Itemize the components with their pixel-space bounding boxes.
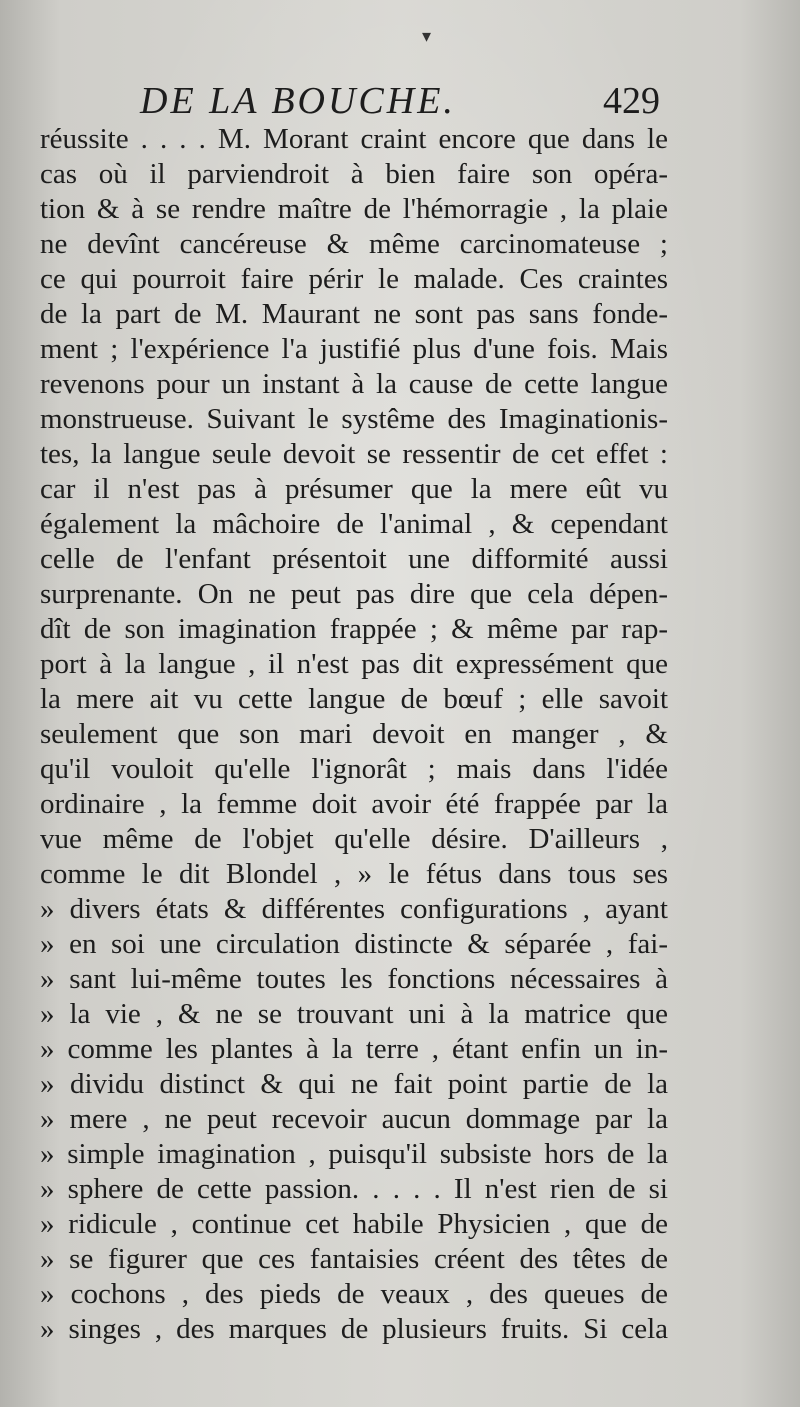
text-line: » en soi une circulation distincte & séparée , fai- [40, 928, 668, 960]
text-line: ment ; l'expérience l'a justifié plus d'une fois. Mais [40, 333, 668, 365]
text-line: ordinaire , la femme doit avoir été frappée par la [40, 788, 668, 820]
text-line: revenons pour un instant à la cause de cette langue [40, 368, 668, 400]
text-line: » se figurer que ces fantaisies créent des têtes de [40, 1243, 668, 1275]
running-title: DE LA BOUCHE. [140, 80, 456, 122]
text-line: » simple imagination , puisqu'il subsiste hors de la [40, 1138, 668, 1170]
text-line: » divers états & différentes configurations , ayant [40, 893, 668, 925]
text-line: » comme les plantes à la terre , étant enfin un in- [40, 1033, 668, 1065]
text-line: celle de l'enfant présentoit une difformité aussi [40, 543, 668, 575]
body-text [40, 122, 668, 1347]
text-line: ce qui pourroit faire périr le malade. Ces craintes [40, 263, 668, 295]
text-line: » mere , ne peut recevoir aucun dommage par la [40, 1103, 668, 1135]
text-line: réussite . . . . M. Morant craint encore que dans le [40, 123, 668, 155]
text-line: cas où il parviendroit à bien faire son opéra- [40, 158, 668, 190]
text-line: ne devînt cancéreuse & même carcinomateuse ; [40, 228, 668, 260]
text-line: qu'il vouloit qu'elle l'ignorât ; mais dans l'idée [40, 753, 668, 785]
running-head [140, 78, 660, 124]
text-line: » la vie , & ne se trouvant uni à la matrice que [40, 998, 668, 1030]
text-line: port à la langue , il n'est pas dit expressément que [40, 648, 668, 680]
text-line: » ridicule , continue cet habile Physicien , que de [40, 1208, 668, 1240]
text-line: » cochons , des pieds de veaux , des queues de [40, 1278, 668, 1310]
text-line: » dividu distinct & qui ne fait point partie de la [40, 1068, 668, 1100]
text-line: la mere ait vu cette langue de bœuf ; elle savoit [40, 683, 668, 715]
text-line: tion & à se rendre maître de l'hémorragie , la plaie [40, 193, 668, 225]
text-line: car il n'est pas à présumer que la mere eût vu [40, 473, 668, 505]
text-line: monstrueuse. Suivant le systême des Imaginationis- [40, 403, 668, 435]
text-line: comme le dit Blondel , » le fétus dans tous ses [40, 858, 668, 890]
text-line: tes, la langue seule devoit se ressentir de cet effet : [40, 438, 668, 470]
text-line: » sphere de cette passion. . . . . Il n'est rien de si [40, 1173, 668, 1205]
text-line: surprenante. On ne peut pas dire que cela dépen- [40, 578, 668, 610]
text-line: également la mâchoire de l'animal , & cependant [40, 508, 668, 540]
text-line: de la part de M. Maurant ne sont pas sans fonde- [40, 298, 668, 330]
page-number: 429 [603, 80, 660, 122]
text-line: » sant lui-même toutes les fonctions nécessaires à [40, 963, 668, 995]
text-line: dît de son imagination frappée ; & même par rap- [40, 613, 668, 645]
printer-mark: ▾ [422, 26, 432, 47]
text-line: vue même de l'objet qu'elle désire. D'ailleurs , [40, 823, 668, 855]
text-line: » singes , des marques de plusieurs fruits. Si cela [40, 1313, 668, 1345]
text-line: seulement que son mari devoit en manger , & [40, 718, 668, 750]
